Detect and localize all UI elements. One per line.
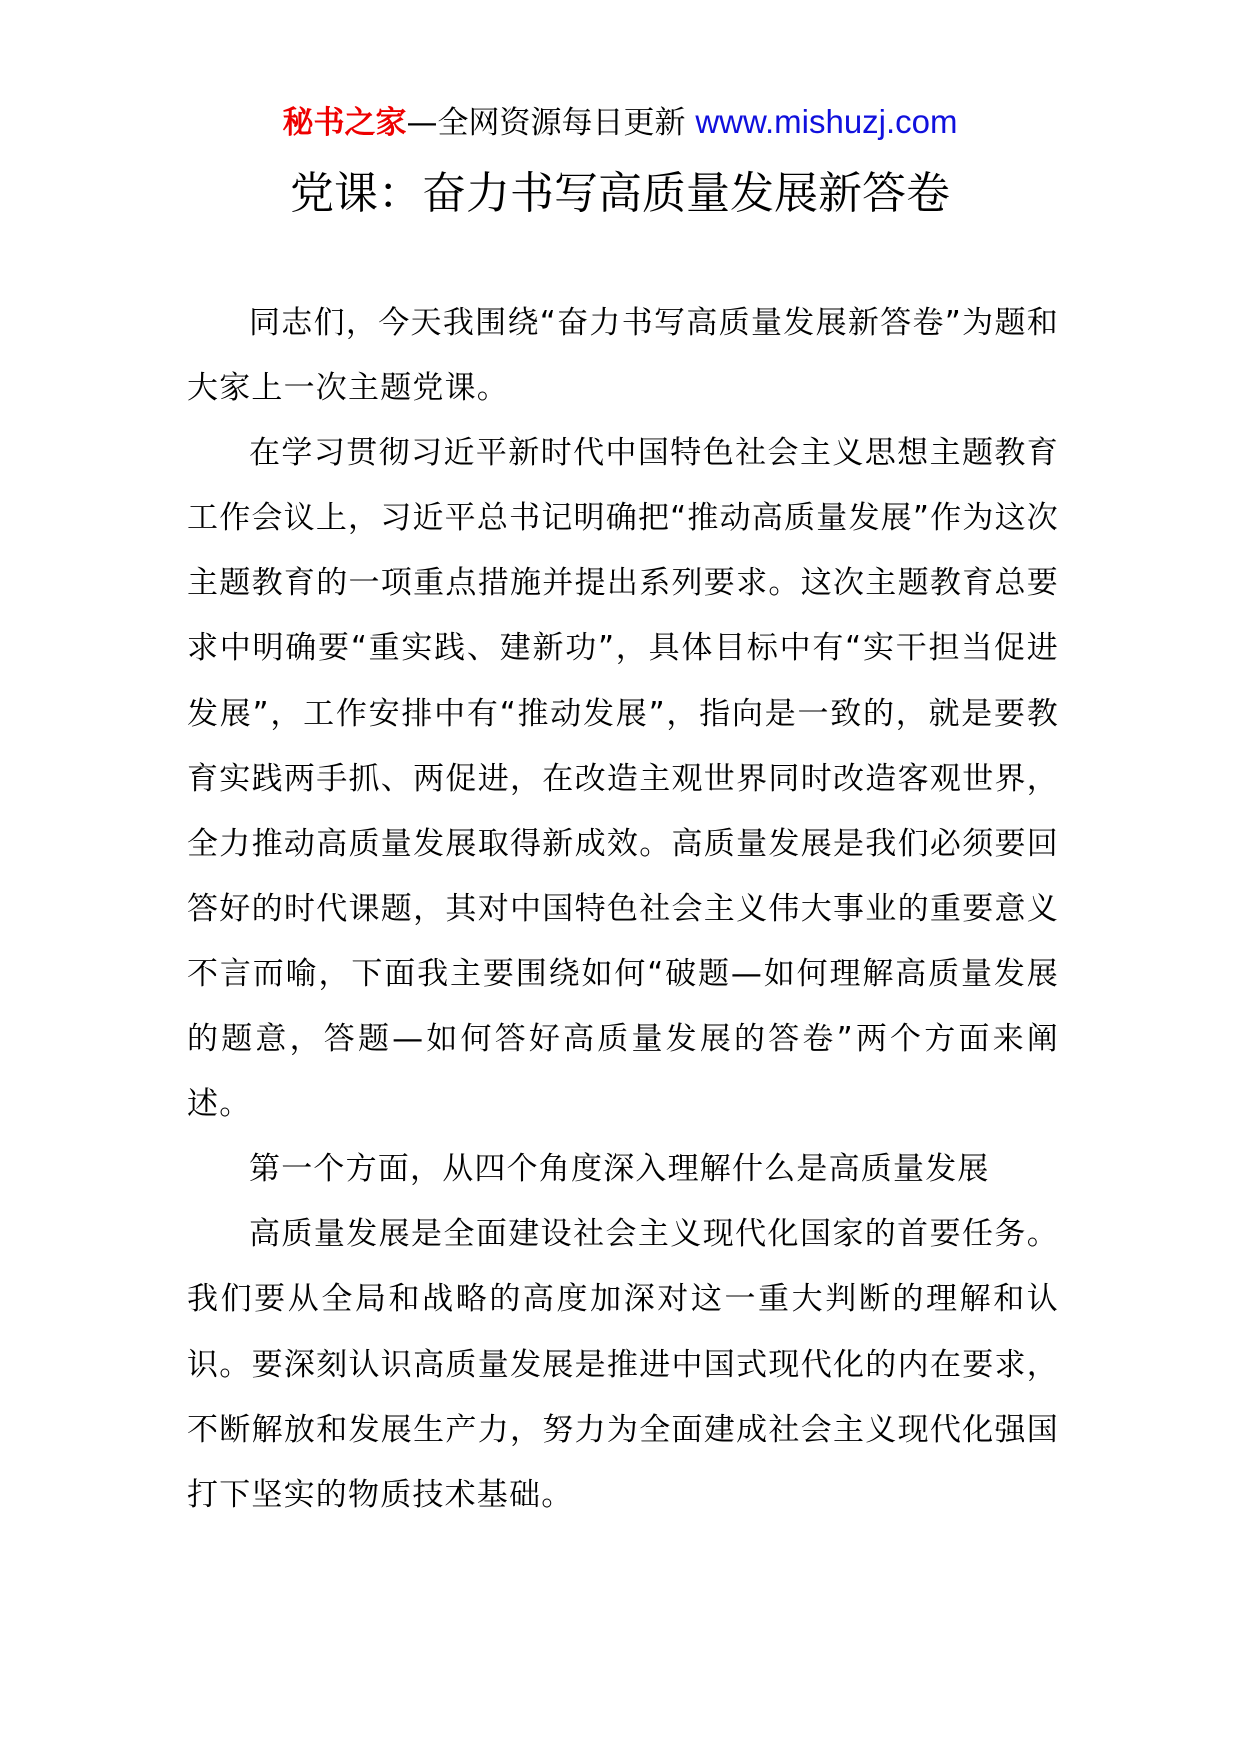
document-body (187, 291, 1059, 1528)
document-title: 党课：奋力书写高质量发展新答卷 (290, 168, 950, 219)
paragraph-background: 在学习贯彻习近平新时代中国特色社会主义思想主题教育工作会议上，习近平总书记明确把“推动高质量发展”作为这次主题教育的一项重点措施并提出系列要求。这次主题教育总要求中明确要“重实践、建新功”，具体目标中有“实干担当促进发展”，工作安排中有“推动发展”，指向是一致的，就是要教育实践两手抓、两促进，在改造主观世界同时改造客观世界，全力推动高质量发展取得新成效。高质量发展是我们必须要回答好的时代课题，其对中国特色社会主义伟大事业的重要意义不言而喻，下面我主要围绕如何“破题—如何理解高质量发展的题意，答题—如何答好高质量发展的答卷”两个方面来阐述。 (187, 435, 1059, 1123)
section-heading-1: 第一个方面，从四个角度深入理解什么是高质量发展 (249, 1151, 990, 1188)
site-url[interactable]: www.mishuzj.com (695, 103, 958, 140)
site-banner (0, 100, 1240, 145)
brand-name: 秘书之家 (282, 105, 407, 141)
paragraph-intro: 同志们，今天我围绕“奋力书写高质量发展新答卷”为题和大家上一次主题党课。 (187, 305, 1059, 407)
banner-tagline: —全网资源每日更新 (406, 105, 696, 141)
paragraph-section-1: 高质量发展是全面建设社会主义现代化国家的首要任务。我们要从全局和战略的高度加深对这一重大判断的理解和认识。要深刻认识高质量发展是推进中国式现代化的内在要求，不断解放和发展生产力，努力为全面建成社会主义现代化强国打下坚实的物质技术基础。 (187, 1216, 1059, 1513)
